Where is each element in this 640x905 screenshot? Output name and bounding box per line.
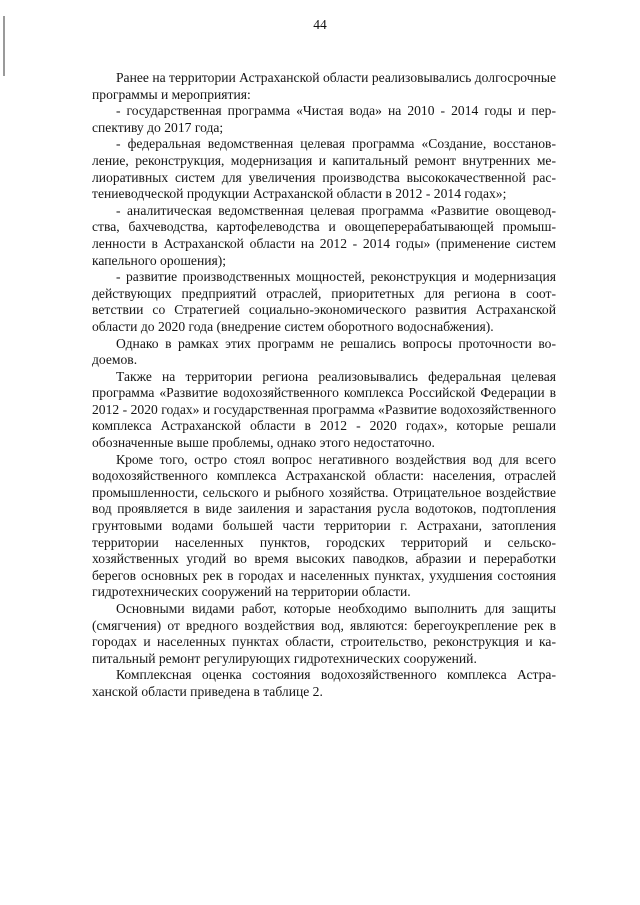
page-number: 44 — [313, 17, 327, 32]
document-body — [92, 70, 556, 701]
paragraph: Однако в рамках этих программ не решались вопросы проточности водоемов. — [92, 335, 556, 368]
paragraph-list-item: - государственная программа «Чистая вода» на 2010 - 2014 годы и перспективу до 2017 года; — [92, 103, 556, 135]
paragraph-list-item: - аналитическая ведомственная целевая программа «Развитие овощеводства, бахчеводства, картофелеводства и овощеперерабатывающей промышленности в Астраханской области на 2012 - 2014 годы» (применение систем капельного орошения); — [92, 202, 556, 268]
paragraph: Основными видами работ, которые необходимо выполнить для защиты (смягчения) от вредного воздействия вод, являются: берегоукрепление рек в городах и населенных пунктах области, строительство, реконструкция и капитальный ремонт регулирующих гидротехнических сооружений. — [92, 601, 556, 666]
paragraph-list-item: - федеральная ведомственная целевая программа «Создание, восстановление, реконструкция, модернизация и капитальный ремонт внутренних мелиоративных систем для увеличения производства высококачественной растениеводческой продукции Астраханской области в 2012 - 2014 годах»; — [92, 136, 556, 202]
paragraph-list-item: - развитие производственных мощностей, реконструкция и модернизация действующих предприятий отраслей, приоритетных для региона в соответствии со Стратегией социально-экономического развития Астраханской области до 2020 года (внедрение систем оборотного водоснабжения). — [92, 269, 556, 334]
paragraph: Также на территории региона реализовывались федеральная целевая программа «Развитие водохозяйственного комплекса Российской Федерации в 2012 - 2020 годах» и государственная программа «Развитие водохозяйственного комплекса Астраханской области в 2012 - 2020 годах», которые решали обозначенные выше проблемы, однако этого недостаточно. — [92, 368, 556, 451]
paragraph: Комплексная оценка состояния водохозяйственного комплекса Астраханской области приведена в таблице 2. — [92, 667, 556, 699]
paragraph-intro: Ранее на территории Астраханской области реализовывались долгосрочные программы и мероприятия: — [92, 70, 556, 102]
paragraph: Кроме того, остро стоял вопрос негативного воздействия вод для всего водохозяйственного комплекса Астраханской области: населения, отраслей промышленности, сельского и рыбного хозяйства. Отрицательное воздействие вод проявляется в виде заиления и зарастания русла водотоков, подтопления грунтовыми водами большей части территории г. Астрахани, затопления территории населенных пунктов, городских территорий и сельскохозяйственных угодий во время высоких паводков, абразии и переработки берегов основных рек в городах и населенных пунктах, ухудшения состояния гидротехнических сооружений на территории области. — [92, 451, 556, 600]
